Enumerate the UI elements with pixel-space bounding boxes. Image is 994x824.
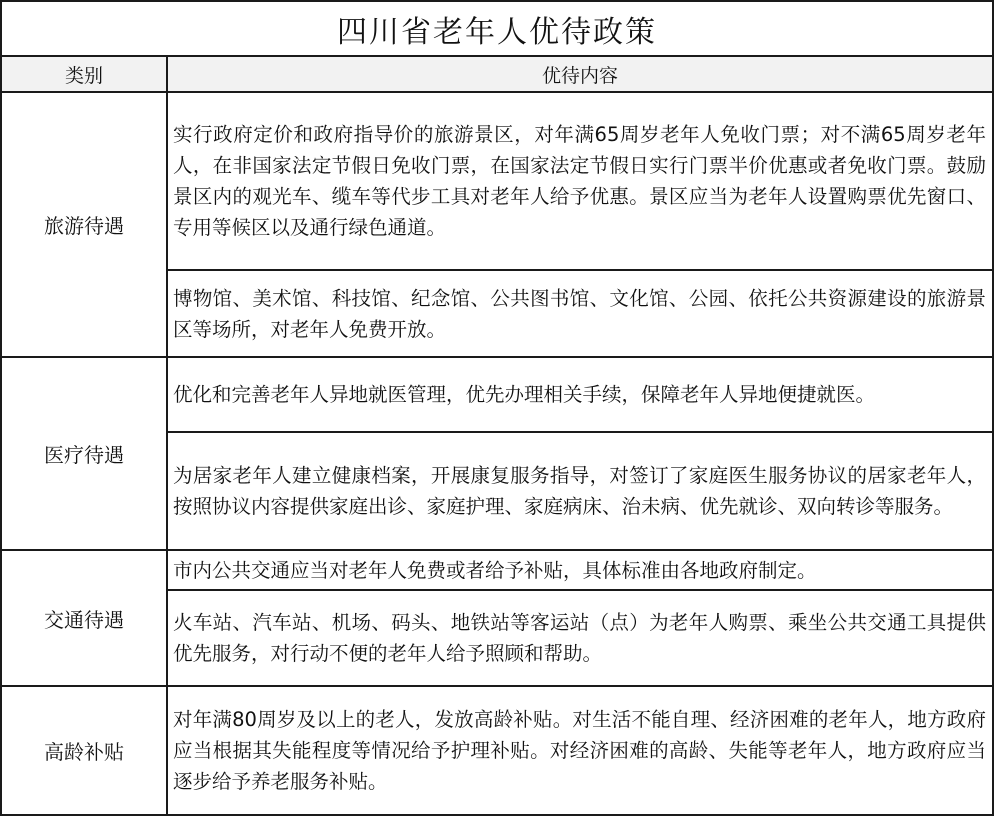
policy-item: 博物馆、美术馆、科技馆、纪念馆、公共图书馆、文化馆、公园、依托公共资源建设的旅游景区等场所，对老年人免费开放。 xyxy=(167,270,993,357)
category-tourism: 旅游待遇 xyxy=(1,92,167,357)
policy-item: 对年满80周岁及以上的老人，发放高龄补贴。对生活不能自理、经济困难的老年人，地方政府应当根据其失能程度等情况给予护理补贴。对经济困难的高龄、失能等老年人，地方政府应当逐步给予养老服务补贴。 xyxy=(167,686,993,815)
page-title: 四川省老年人优待政策 xyxy=(1,1,993,56)
policy-item: 为居家老年人建立健康档案，开展康复服务指导，对签订了家庭医生服务协议的居家老年人，按照协议内容提供家庭出诊、家庭护理、家庭病床、治未病、优先就诊、双向转诊等服务。 xyxy=(167,432,993,550)
policy-item: 实行政府定价和政府指导价的旅游景区，对年满65周岁老年人免收门票；对不满65周岁老年人，在非国家法定节假日免收门票，在国家法定节假日实行门票半价优惠或者免收门票。鼓励景区内的观光车、缆车等代步工具对老年人给予优惠。景区应当为老年人设置购票优先窗口、专用等候区以及通行绿色通道。 xyxy=(167,92,993,270)
category-medical: 医疗待遇 xyxy=(1,357,167,550)
policy-item: 市内公共交通应当对老年人免费或者给予补贴，具体标准由各地政府制定。 xyxy=(167,550,993,590)
policy-item: 优化和完善老年人异地就医管理，优先办理相关手续，保障老年人异地便捷就医。 xyxy=(167,357,993,432)
category-senior-subsidy: 高龄补贴 xyxy=(1,686,167,815)
column-header-content: 优待内容 xyxy=(167,56,993,92)
category-transport: 交通待遇 xyxy=(1,550,167,686)
policy-item: 火车站、汽车站、机场、码头、地铁站等客运站（点）为老年人购票、乘坐公共交通工具提供优先服务，对行动不便的老年人给予照顾和帮助。 xyxy=(167,590,993,686)
column-header-category: 类别 xyxy=(1,56,167,92)
